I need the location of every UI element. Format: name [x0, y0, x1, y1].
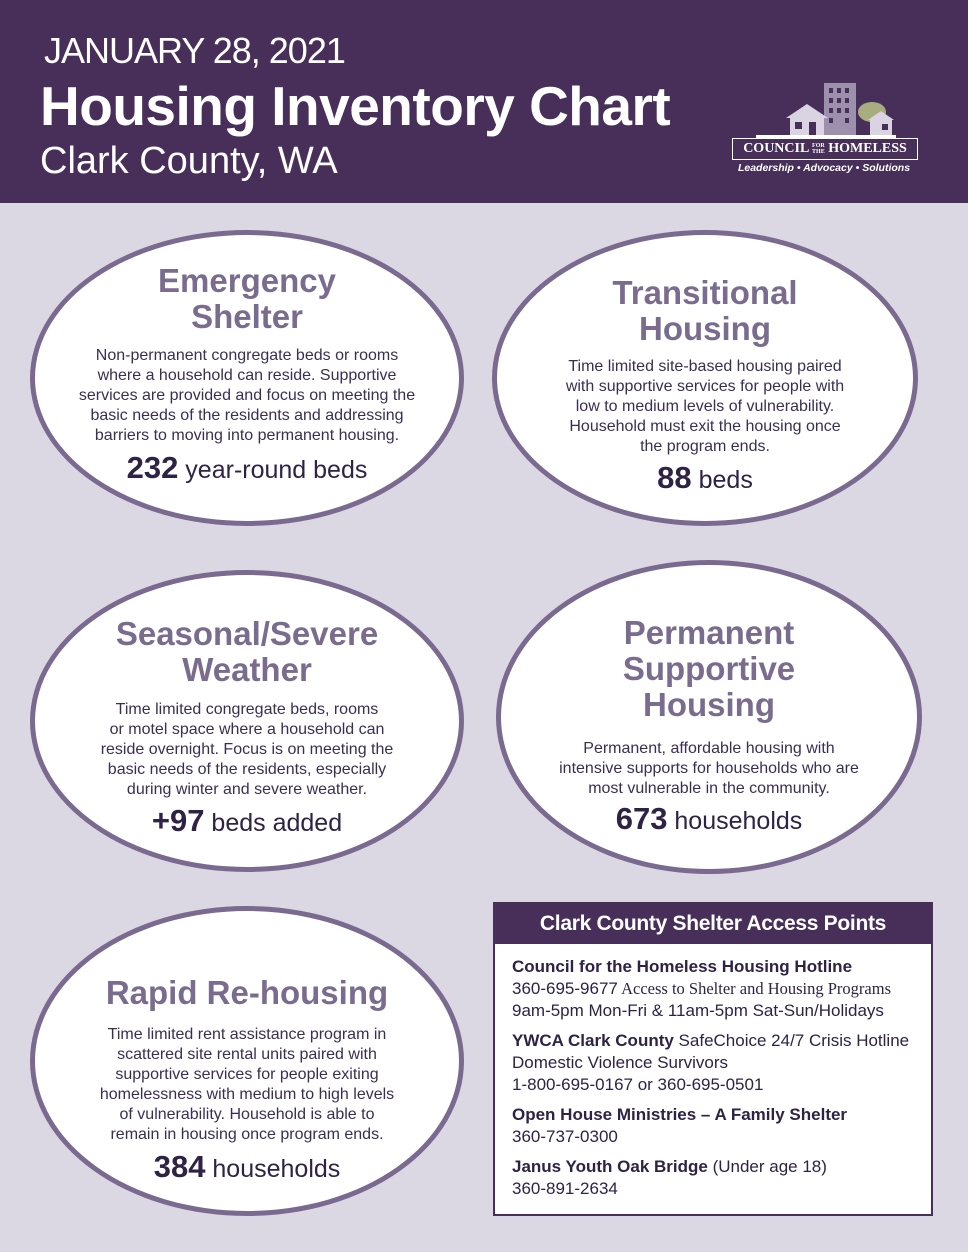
stat-label: beds	[691, 466, 753, 494]
emergency-shelter-title: Emergency Shelter	[158, 262, 336, 335]
rapid-rehousing-stat	[35, 1149, 459, 1185]
access-entry-ywca	[512, 1030, 925, 1096]
access-entry-phone[interactable]: 360-695-9677	[512, 979, 618, 998]
permanent-supportive-housing-card	[496, 560, 922, 874]
permanent-supportive-housing-title: Permanent Supportive Housing	[622, 614, 796, 723]
stat-value: 673	[615, 801, 668, 836]
rapid-rehousing-description: Time limited rent assistance program in scattered site rental units paired with supportive services for people exiting homelessness with medium to high levels of vulnerability. Household is able to remain in housing once program ends.	[99, 1026, 395, 1143]
access-entry-name-suffix: SafeChoice 24/7 Crisis Hotline	[673, 1031, 910, 1050]
stat-label: households	[667, 807, 803, 835]
logo-word-council: COUNCIL	[743, 141, 809, 156]
access-entry-name: Open House Ministries – A Family Shelter	[512, 1105, 848, 1124]
rapid-rehousing-card	[30, 906, 464, 1216]
emergency-shelter-description: Non-permanent congregate beds or rooms where a household can reside. Supportive services are provided and focus on meeting the basic needs of the residents and addressing barriers to moving into permanent housing.	[78, 347, 416, 444]
access-entry-name-suffix: (Under age 18)	[707, 1157, 827, 1176]
houses-icon	[756, 80, 896, 138]
access-entry-detail: Domestic Violence Survivors	[512, 1053, 729, 1072]
transitional-housing-title: Transitional Housing	[612, 274, 798, 347]
transitional-housing-stat	[497, 460, 913, 496]
seasonal-severe-weather-card	[30, 570, 464, 872]
access-entry-name: Janus Youth Oak Bridge	[512, 1157, 708, 1176]
rapid-rehousing-title: Rapid Re-housing	[105, 974, 389, 1011]
access-entry-note: Access to Shelter and Housing Programs	[617, 979, 892, 998]
report-date: JANUARY 28, 2021	[44, 30, 345, 71]
transitional-housing-card	[492, 230, 918, 526]
permanent-supportive-housing-stat	[501, 801, 917, 837]
shelter-access-points-heading: Clark County Shelter Access Points	[495, 904, 931, 944]
stat-value: +97	[151, 803, 205, 838]
page-subtitle: Clark County, WA	[40, 140, 338, 182]
permanent-supportive-housing-description: Permanent, affordable housing with intensive supports for households who are most vulnerable in the community.	[559, 740, 859, 797]
emergency-shelter-card	[30, 230, 464, 526]
seasonal-severe-weather-title: Seasonal/Severe Weather	[115, 615, 379, 688]
council-for-the-homeless-logo	[728, 80, 924, 180]
logo-tagline: Leadership • Advocacy • Solutions	[737, 162, 911, 174]
page-title: Housing Inventory Chart	[40, 75, 671, 137]
header-banner	[0, 0, 968, 203]
stat-label: households	[205, 1155, 341, 1183]
access-entry-council-hotline	[512, 956, 925, 1022]
shelter-access-points-box	[493, 902, 933, 1216]
emergency-shelter-stat	[35, 450, 459, 486]
access-entry-name: YWCA Clark County	[512, 1031, 674, 1050]
access-entry-phone[interactable]: 360-891-2634	[512, 1179, 618, 1198]
logo-word-homeless: HOMELESS	[828, 141, 907, 156]
seasonal-severe-weather-description: Time limited congregate beds, rooms or motel space where a household can reside overnight. Focus is on meeting the basic needs of the residents, especially during winter and severe weather.	[100, 701, 394, 798]
stat-label: beds added	[204, 809, 343, 837]
stat-label: year-round beds	[178, 456, 368, 484]
access-entry-name: Council for the Homeless Housing Hotline	[512, 957, 853, 976]
access-entry-open-house	[512, 1104, 925, 1148]
access-entry-phone[interactable]: 360-737-0300	[512, 1127, 618, 1146]
stat-value: 384	[153, 1149, 206, 1184]
access-entry-hours: 9am-5pm Mon-Fri & 11am-5pm Sat-Sun/Holidays	[512, 1001, 884, 1020]
seasonal-severe-weather-stat	[35, 803, 459, 839]
access-entry-phone[interactable]: 1-800-695-0167 or 360-695-0501	[512, 1075, 764, 1094]
access-points-list	[512, 956, 925, 1208]
transitional-housing-description: Time limited site-based housing paired with supportive services for people with low to medium levels of vulnerability. Household must exit the housing once the program ends.	[565, 358, 845, 455]
logo-wordmark	[732, 138, 918, 160]
logo-word-for-the: FOR THE	[812, 142, 825, 155]
stat-value: 232	[126, 450, 179, 485]
access-entry-janus-youth	[512, 1156, 925, 1200]
stat-value: 88	[657, 460, 692, 495]
